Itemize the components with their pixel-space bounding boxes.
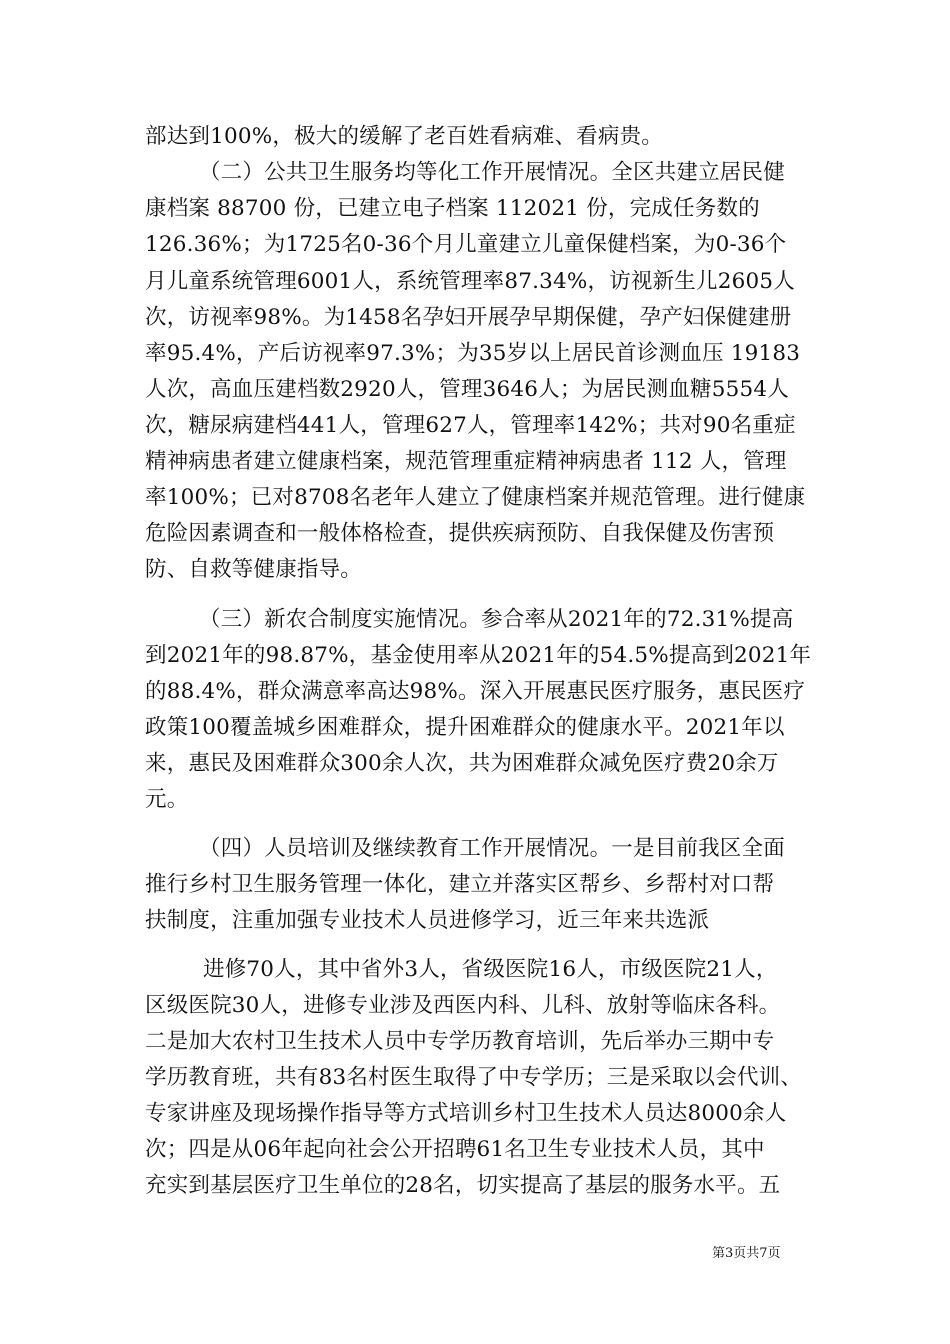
text-line: 区级医院30人，进修专业涉及西医内科、儿科、放射等临床各科。 bbox=[145, 993, 781, 1018]
text-line: 二是加大农村卫生技术人员中专学历教育培训，先后举办三期中专 bbox=[145, 1029, 775, 1054]
text-line: 次，访视率98%。为1458名孕妇开展孕早期保健，孕产妇保健建册 bbox=[145, 305, 792, 330]
section-heading-line: （四）人员培训及继续教育工作开展情况。一是目前我区全面 bbox=[199, 836, 785, 861]
text-line: 次；四是从06年起向社会公开招聘61名卫生专业技术人员，其中 bbox=[145, 1137, 765, 1162]
text-line: 危险因素调查和一般体格检查，提供疾病预防、自我保健及伤害预 bbox=[145, 521, 775, 546]
text-line: 防、自救等健康指导。 bbox=[145, 557, 363, 582]
text-line: 人次，高血压建档数2920人，管理3646人；为居民测血糖5554人 bbox=[145, 377, 789, 402]
section-heading-line: （二）公共卫生服务均等化工作开展情况。全区共建立居民健 bbox=[199, 160, 785, 185]
text-line: 扶制度，注重加强专业技术人员进修学习，近三年来共选派 bbox=[145, 908, 710, 933]
text-line: 学历教育班，共有83名村医生取得了中专学历；三是采取以会代训、 bbox=[145, 1065, 803, 1090]
text-line: 月儿童系统管理6001人，系统管理率87.34%，访视新生儿2605人 bbox=[145, 269, 795, 294]
page-number-footer: 第3页共7页 bbox=[712, 1246, 781, 1261]
text-line: 推行乡村卫生服务管理一体化，建立并落实区帮乡、乡帮村对口帮 bbox=[145, 872, 775, 897]
text-line: 的88.4%，群众满意率高达98%。深入开展惠民医疗服务，惠民医疗 bbox=[145, 679, 806, 704]
text-line: 专家讲座及现场操作指导等方式培训乡村卫生技术人员达8000余人 bbox=[145, 1101, 787, 1126]
section-heading-line: （三）新农合制度实施情况。参合率从2021年的72.31%提高 bbox=[199, 607, 794, 632]
text-line: 进修70人，其中省外3人，省级医院16人，市级医院21人， bbox=[203, 957, 778, 982]
text-line: 充实到基层医疗卫生单位的28名，切实提高了基层的服务水平。五 bbox=[145, 1173, 781, 1198]
text-line: 率95.4%，产后访视率97.3%；为35岁以上居民首诊测血压 19183 bbox=[145, 341, 801, 366]
text-line: 精神病患者建立健康档案，规范管理重症精神病患者 112 人，管理 bbox=[145, 449, 787, 474]
text-line: 康档案 88700 份，已建立电子档案 112021 份，完成任务数的 bbox=[145, 196, 760, 221]
text-line: 126.36%；为1725名0-36个月儿童建立儿童保健档案，为0-36个 bbox=[145, 232, 787, 257]
text-line: 元。 bbox=[145, 787, 189, 812]
text-line: 率100%；已对8708名老年人建立了健康档案并规范管理。进行健康 bbox=[145, 485, 806, 510]
text-line: 到2021年的98.87%，基金使用率从2021年的54.5%提高到2021年 bbox=[145, 643, 812, 668]
text-line: 部达到100%，极大的缓解了老百姓看病难、看病贵。 bbox=[145, 124, 663, 149]
text-line: 次，糖尿病建档441人，管理627人，管理率142%；共对90名重症 bbox=[145, 413, 796, 438]
text-line: 来，惠民及困难群众300余人次，共为困难群众减免医疗费20余万 bbox=[145, 751, 779, 776]
text-line: 政策100覆盖城乡困难群众，提升困难群众的健康水平。2021年以 bbox=[145, 715, 785, 740]
